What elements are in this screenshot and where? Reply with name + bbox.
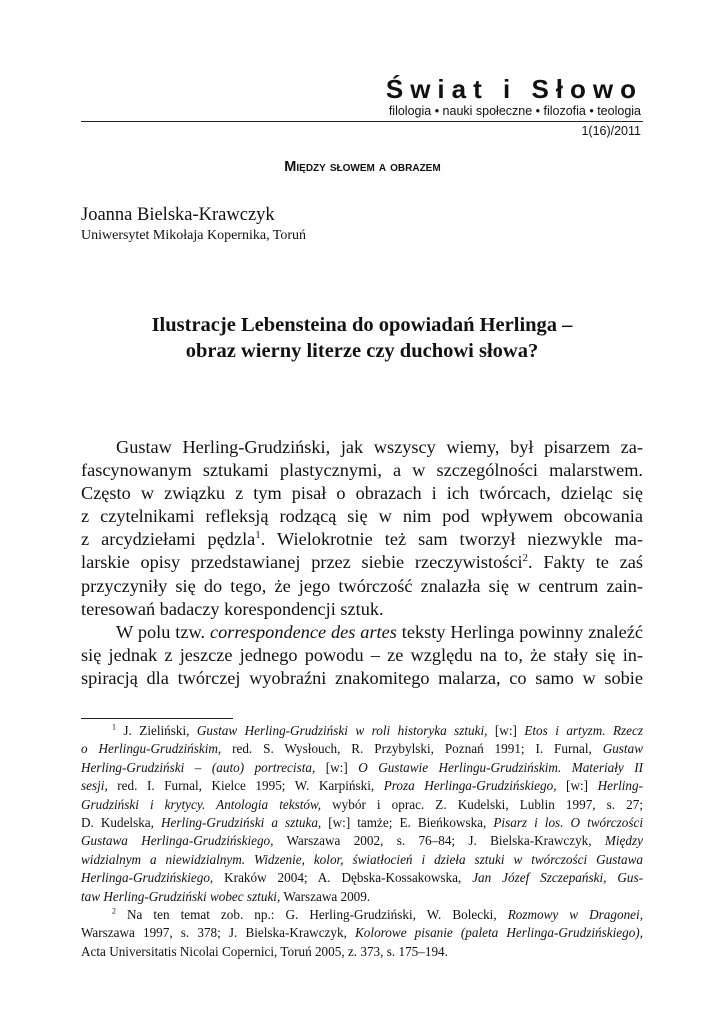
footnote-italic: O Gustawie Herlingu-Grudzińskim. Materiały II	[358, 759, 643, 775]
footnote-italic: Między	[604, 833, 643, 849]
issue-number: 1(16)/2011	[581, 124, 641, 138]
body-text-segment: z czytelnikami refleksją rodzącą się w nim pod wpływem obcowania	[81, 506, 643, 527]
article-title-line-1: Ilustracje Lebensteina do opowiadań Herlinga –	[151, 314, 573, 336]
footnote-italic: Gustaw	[602, 741, 643, 757]
body-line	[81, 505, 643, 528]
footnote-italic: Gustaw Herling-Grudziński w roli historyka sztuki,	[196, 723, 488, 738]
footnote-ref-1[interactable]: 1	[255, 529, 261, 542]
body-line	[81, 575, 643, 598]
body-text-segment: W polu tzw.	[116, 621, 210, 642]
footnote-italic: Proza Herlinga-Grudzińskiego,	[383, 778, 557, 794]
footnote-line	[81, 924, 643, 942]
body-line	[81, 459, 643, 482]
footnote-italic: Gustawa Herlinga-Grudzińskiego,	[81, 833, 274, 849]
footnote-segment: J. Zieliński,	[115, 723, 197, 738]
footnotes	[81, 722, 643, 961]
body-line	[81, 551, 643, 574]
body-line	[81, 436, 643, 459]
footnote-segment: [w:]	[487, 723, 525, 738]
footnote-segment: Acta Universitatis Nicolai Copernici, Toruń 2005, z. 373, s. 175–194.	[81, 943, 448, 959]
footnote-italic: Rozmowy w Dragonei,	[507, 906, 643, 922]
footnote-line	[81, 722, 643, 740]
body-text-segment: Gustaw Herling-Grudziński, jak wszyscy wiemy, był pisarzem za-	[116, 437, 643, 457]
footnote-italic: Herling-Grudziński – (auto) portrecista,	[81, 759, 316, 775]
footnote-line	[81, 869, 643, 887]
footnote-segment: wybór i oprac. Z. Kudelski, Lublin 1997, s. 27;	[321, 796, 644, 812]
footnote-italic: Herlinga-Grudzińskiego,	[81, 870, 214, 886]
footnote-italic: Herling-Grudziński a sztuka,	[161, 814, 322, 830]
footnote-italic: Pisarz i los. O twórczości	[493, 814, 643, 830]
body-text-segment: fascynowanym sztukami plastycznymi, a w szczególności malarstwem.	[81, 460, 643, 481]
footnote-line	[81, 796, 643, 814]
body-text-segment: z arcydziełami pędzla	[81, 529, 256, 550]
body-text-segment: Często w związku z tym pisał o obrazach i ich twórcach, dzieląc się	[81, 483, 643, 504]
footnote-italic: Herling-	[597, 778, 643, 794]
body-line	[81, 644, 643, 667]
body-line	[81, 621, 643, 644]
footnote-italic: sesji,	[81, 778, 108, 794]
footnote-marker-1: 1	[112, 722, 116, 732]
footnote-italic: Kolorowe pisanie (paleta Herlinga-Grudzińskiego),	[355, 925, 643, 941]
body-text-segment: przyczyniły się do tego, że jego twórczość znalazła się w centrum zain-	[81, 575, 643, 596]
footnote-segment: [w:] tamże; E. Bieńkowska,	[321, 814, 494, 830]
footnote-segment: red. I. Furnal, Kielce 1995; W. Karpiński,	[107, 778, 384, 794]
footnote-italic: Etos i artyzm. Rzecz	[524, 723, 643, 738]
author-name: Joanna Bielska-Krawczyk	[81, 205, 275, 225]
author-affiliation: Uniwersytet Mikołaja Kopernika, Toruń	[81, 228, 307, 243]
footnote-segment: D. Kudelska,	[81, 814, 161, 830]
footnote-segment: [w:]	[315, 759, 359, 775]
body-text-segment: larskie opisy przedstawianej przez siebie rzeczywistości	[81, 552, 523, 573]
footnote-line	[81, 906, 643, 924]
footnote-segment: Warszawa 2002, s. 76–84; J. Bielska-Krawczyk,	[273, 833, 605, 849]
footnote-segment: Kraków 2004; A. Dębska-Kossakowska,	[213, 870, 473, 886]
body-line	[81, 598, 643, 621]
footnote-line	[81, 832, 643, 850]
body-text-segment: . Wielokrotnie też sam tworzył niezwykle ma-	[260, 529, 643, 550]
footnote-segment: Warszawa 2009.	[280, 888, 371, 904]
footnote-italic: taw Herling-Grudziński wobec sztuki,	[81, 888, 281, 904]
article-title	[81, 312, 643, 364]
footnote-ref-2[interactable]: 2	[522, 552, 529, 565]
header-divider	[81, 121, 643, 122]
footnote-italic: Jan Józef Szczepański, Gus-	[472, 870, 643, 886]
article-title-line-2: obraz wierny literze czy duchowi słowa?	[185, 340, 539, 362]
footnote-line	[81, 814, 643, 832]
footnote-segment: Na ten temat zob. np.: G. Herling-Grudziński, W. Bolecki,	[115, 906, 508, 922]
journal-title: Świat i Słowo	[385, 74, 643, 104]
footnote-italic: Grudziński i krytycy. Antologia tekstów,	[81, 796, 322, 812]
footnote-divider	[81, 718, 233, 719]
body-line	[81, 482, 643, 505]
footnote-italic: o Herlingu-Grudzińskim,	[81, 741, 222, 757]
footnote-segment: Warszawa 1997, s. 378; J. Bielska-Krawczyk,	[81, 925, 356, 941]
body-text	[81, 436, 643, 690]
journal-subtitle: filologia • nauki społeczne • filozofia • teologia	[388, 104, 641, 118]
footnote-line	[81, 851, 643, 869]
footnote-segment: [w:]	[556, 778, 598, 794]
body-text-segment: spiracją dla twórczej wyobraźni znakomitego malarza, co samo w sobie	[81, 667, 643, 688]
footnote-italic: widzialnym a niewidzialnym. Widzenie, kolor, światłocień i dzieła sztuki w twórczości Gustawa	[81, 851, 643, 867]
body-text-segment: . Fakty te zaś	[528, 552, 643, 573]
footnote-line	[81, 888, 643, 906]
body-italic-term: correspondence des artes	[210, 621, 397, 642]
footnote-marker-2: 2	[112, 906, 116, 916]
footnote-line	[81, 943, 643, 961]
body-text-segment: się jednak z jeszcze jednego powodu – ze względu na to, że stały się in-	[81, 644, 643, 665]
body-line	[81, 667, 643, 690]
section-title: Między słowem a obrazem	[284, 159, 441, 175]
footnote-line	[81, 759, 643, 777]
body-line	[81, 528, 643, 551]
footnote-line	[81, 777, 643, 795]
footnote-line	[81, 740, 643, 758]
footnote-segment: red. S. Wysłouch, R. Przybylski, Poznań 1991; I. Furnal,	[221, 741, 603, 757]
body-text-segment: teksty Herlinga powinny znaleźć	[396, 621, 643, 642]
body-text-segment: teresowań badaczy korespondencji sztuk.	[81, 598, 384, 619]
